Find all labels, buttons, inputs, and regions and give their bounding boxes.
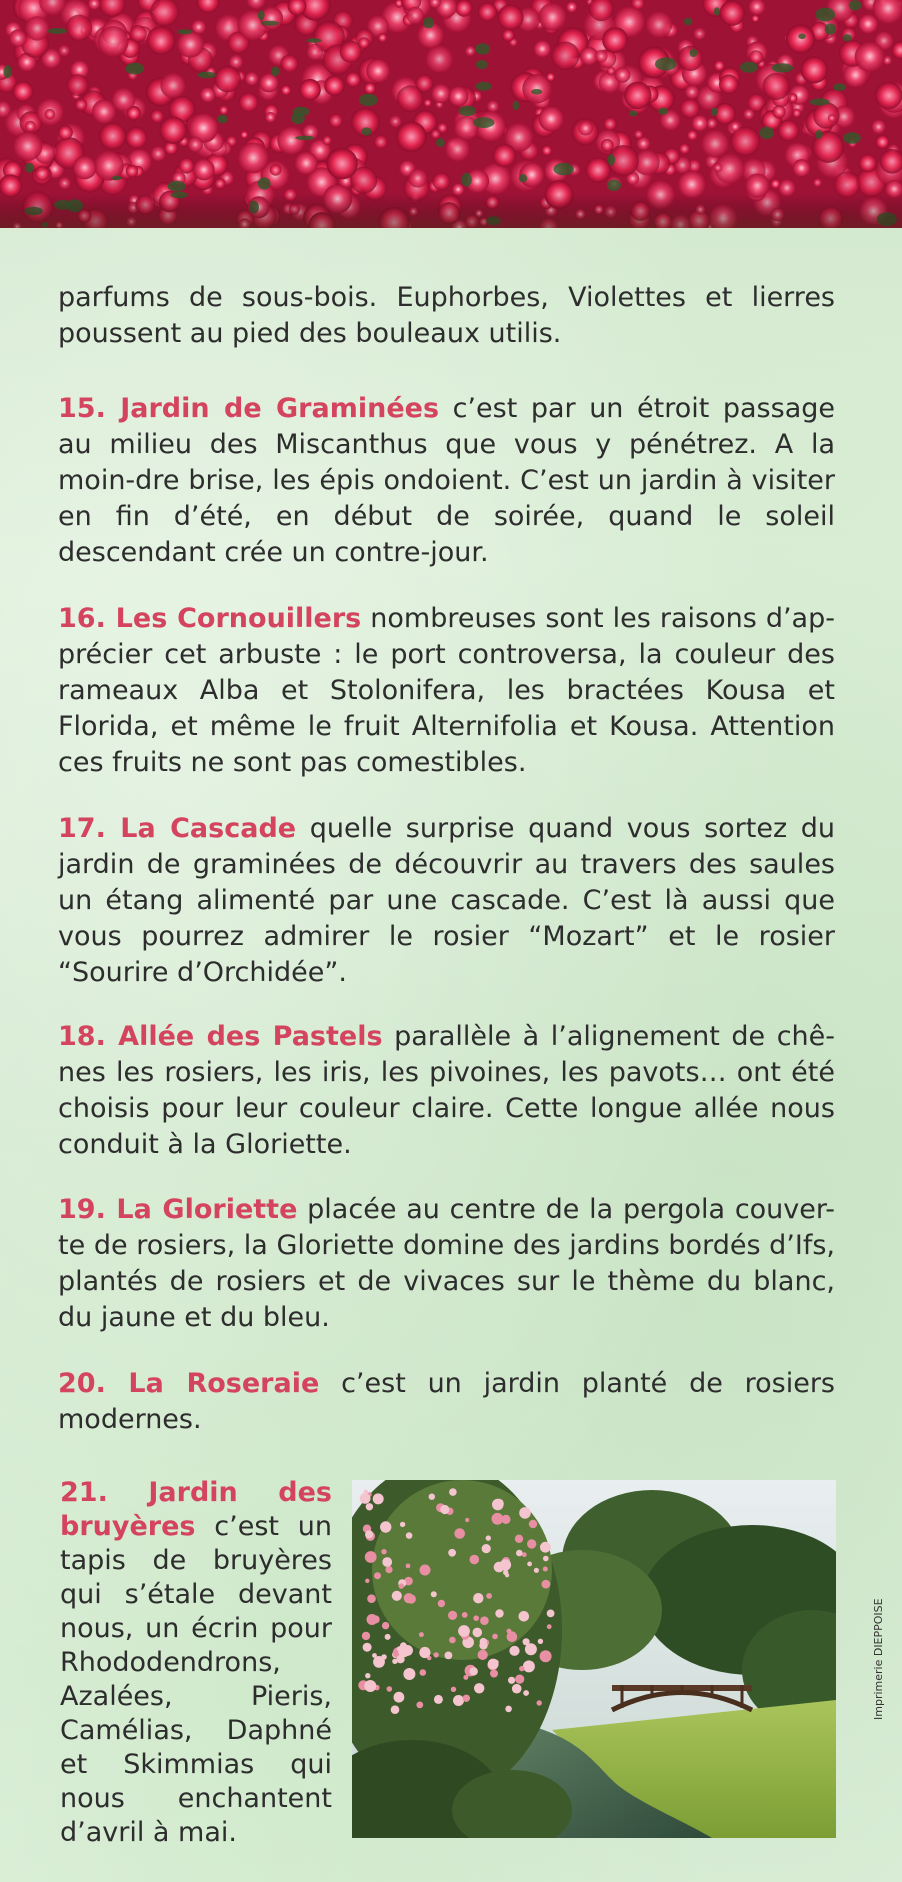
rose-blossom <box>419 1647 430 1658</box>
rose-blossom <box>451 1687 456 1692</box>
rose-blossom <box>373 1493 384 1504</box>
rose-blossom <box>463 1675 468 1680</box>
section-17-text: quelle surprise quand vous sortez du jardin de graminées de découvrir au travers des saules un étang alimenté par une cascade. C’est là aussi que vous pourrez admirer le rosier “Mozart” et le rosier “Sourire d’Orchidée”. <box>58 813 835 988</box>
rose-blossom <box>445 1652 453 1660</box>
rose-blossom <box>512 1684 522 1694</box>
rose-blossom <box>538 1639 543 1644</box>
rose-blossom <box>543 1556 549 1562</box>
rose-blossom <box>480 1638 487 1645</box>
rose-blossom <box>507 1629 512 1634</box>
rose-blossom <box>363 1643 372 1652</box>
rose-blossom <box>516 1550 523 1557</box>
rose-blossom <box>508 1677 515 1684</box>
rose-blossom <box>473 1593 483 1603</box>
rose-blossom <box>519 1666 524 1671</box>
rose-blossom <box>523 1660 535 1672</box>
rose-blossom <box>438 1600 445 1607</box>
section-15 <box>58 391 835 571</box>
section-16-text: nombreuses sont les raisons d’ap-précier cet arbuste : le port controversa, la couleur des rameaux Alba et Stolonifera, les bractées Kousa et Florida, et même le fruit Alternifolia et Kousa. Attention ces fruits ne sont pas comestibles. <box>58 603 835 778</box>
rose-blossom <box>448 1611 457 1620</box>
intro-paragraph <box>58 280 835 352</box>
rose-blossom <box>374 1572 381 1579</box>
garden-image <box>352 1480 836 1838</box>
section-20 <box>58 1366 835 1438</box>
rose-blossom <box>380 1521 391 1532</box>
rose-blossom <box>482 1544 491 1553</box>
rose-blossom <box>362 1632 370 1640</box>
rose-blossom <box>495 1609 503 1617</box>
section-17 <box>58 811 835 991</box>
rose-blossom <box>420 1565 431 1576</box>
rose-blossom <box>529 1520 537 1528</box>
section-17-heading: 17. La Cascade <box>58 813 297 844</box>
rose-blossom <box>527 1539 536 1548</box>
rose-blossom <box>494 1499 503 1508</box>
section-15-heading: 15. Jardin de Graminées <box>58 393 440 424</box>
rose-blossom <box>486 1535 491 1540</box>
rose-blossom <box>434 1695 443 1704</box>
rose-blossom <box>486 1593 492 1599</box>
rose-blossom <box>431 1591 437 1597</box>
intro-text: parfums de sous-bois. Euphorbes, Violettes et lierres poussent au pied des bouleaux utilis. <box>58 282 835 349</box>
rose-blossom <box>470 1555 480 1565</box>
rose-blossom <box>519 1611 530 1622</box>
rose-blossom <box>470 1667 478 1675</box>
rose-blossom <box>463 1695 470 1702</box>
rose-blossom <box>547 1624 552 1629</box>
rose-blossom <box>543 1567 548 1572</box>
rose-blossom <box>406 1532 413 1539</box>
rose-blossom <box>540 1650 552 1662</box>
rose-blossom <box>404 1593 414 1603</box>
rose-blossom <box>509 1646 519 1656</box>
rose-blossom <box>403 1668 415 1680</box>
rose-blossom <box>399 1583 404 1588</box>
rose-blossom <box>365 1683 370 1688</box>
rose-blossom <box>449 1637 456 1644</box>
rose-blossom <box>503 1570 508 1575</box>
rose-blossom <box>473 1615 479 1621</box>
printer-credit-text: Imprimerie DIEPPOISE <box>872 1598 885 1720</box>
rose-blossom <box>385 1566 392 1573</box>
rose-blossom <box>542 1580 551 1589</box>
section-18-heading: 18. Allée des Pastels <box>58 1021 383 1052</box>
rose-blossom <box>398 1646 409 1657</box>
rose-blossom <box>392 1591 402 1601</box>
rose-blossom <box>360 1493 371 1504</box>
section-19-text: placée au centre de la pergola couver-te de rosiers, la Gloriette domine des jardins bordés d’Ifs, plantés de rosiers et de vivaces sur le thème du blanc, du jaune et du bleu. <box>58 1194 836 1333</box>
rose-blossom <box>440 1505 449 1514</box>
section-20-heading: 20. La Roseraie <box>58 1368 320 1399</box>
rose-blossom <box>473 1628 483 1638</box>
flower-header-photo <box>0 0 902 228</box>
rose-blossom <box>515 1675 524 1684</box>
rose-blossom <box>501 1515 510 1524</box>
rose-blossom <box>365 1551 377 1563</box>
rose-blossom <box>387 1686 393 1692</box>
rose-blossom <box>381 1549 386 1554</box>
rose-blossom <box>547 1610 555 1618</box>
rose-blossom <box>394 1692 405 1703</box>
rose-blossom <box>453 1695 464 1706</box>
rose-blossom <box>534 1568 539 1573</box>
rose-blossom <box>391 1705 400 1714</box>
printer-credit <box>872 1598 885 1720</box>
rose-blossom <box>527 1562 532 1567</box>
section-21-heading: 21. Jardin des bruyères <box>60 1477 332 1542</box>
rose-blossom <box>419 1632 424 1637</box>
rose-blossom <box>458 1625 470 1637</box>
rose-blossom <box>416 1702 423 1709</box>
rose-blossom <box>400 1522 405 1527</box>
rose-blossom <box>522 1552 527 1557</box>
rose-blossom <box>540 1542 551 1553</box>
flower-header-image <box>0 0 902 228</box>
rose-blossom <box>465 1518 469 1522</box>
rose-blossom <box>492 1634 498 1640</box>
rose-blossom <box>433 1652 438 1657</box>
section-21 <box>60 1476 332 1850</box>
rose-blossom <box>525 1643 537 1655</box>
rose-blossom <box>448 1549 456 1557</box>
rose-blossom <box>420 1669 427 1676</box>
rose-blossom <box>367 1594 376 1603</box>
rose-blossom <box>523 1690 529 1696</box>
rose-blossom <box>429 1494 435 1500</box>
section-18-text: parallèle à l’alignement de chê-nes les rosiers, les iris, les pivoines, les pavots… ont été choisis pour leur couleur claire. Cette longue allée nous conduit à la Gloriette. <box>58 1021 836 1160</box>
rose-blossom <box>454 1528 465 1539</box>
rose-blossom <box>385 1634 391 1640</box>
rose-blossom <box>366 1503 373 1510</box>
rose-blossom <box>519 1507 531 1519</box>
rose-blossom <box>478 1650 488 1660</box>
garden-photo <box>352 1480 836 1838</box>
rose-blossom <box>488 1659 499 1670</box>
rose-blossom <box>480 1616 489 1625</box>
rose-blossom <box>462 1612 468 1618</box>
rose-blossom <box>537 1700 542 1705</box>
section-16-heading: 16. Les Cornouillers <box>58 603 362 634</box>
rose-blossom <box>373 1656 385 1668</box>
rose-blossom <box>365 1579 369 1583</box>
section-20-text: c’est un jardin planté de rosiers modernes. <box>58 1368 835 1435</box>
rose-blossom <box>365 1673 370 1678</box>
rose-blossom <box>449 1488 457 1496</box>
section-16 <box>58 601 835 781</box>
rose-blossom <box>365 1530 373 1538</box>
rose-blossom <box>505 1706 512 1713</box>
rose-blossom <box>406 1564 411 1569</box>
rose-blossom <box>382 1557 392 1567</box>
section-19-heading: 19. La Gloriette <box>58 1194 298 1225</box>
rose-blossom <box>494 1562 505 1573</box>
section-15-text: c’est par un étroit passage au milieu des Miscanthus que vous y pénétrez. A la moin-dre brise, les épis ondoient. C’est un jardin à visiter en fin d’été, en début de soirée, quand le soleil descendant crée un contre-jour. <box>58 393 835 568</box>
rose-blossom <box>515 1535 523 1543</box>
section-21-text: c’est un tapis de bruyères qui s’étale devant nous, un écrin pour Rhododendrons, Azalées, Pieris, Camélias, Daphné et Skimmias qui nous enchantent d’avril à mai. <box>60 1511 332 1848</box>
section-19 <box>58 1192 835 1336</box>
rose-blossom <box>382 1622 389 1629</box>
rose-blossom <box>474 1683 484 1693</box>
section-18 <box>58 1019 835 1163</box>
rose-blossom <box>367 1614 378 1625</box>
rose-blossom <box>490 1670 498 1678</box>
